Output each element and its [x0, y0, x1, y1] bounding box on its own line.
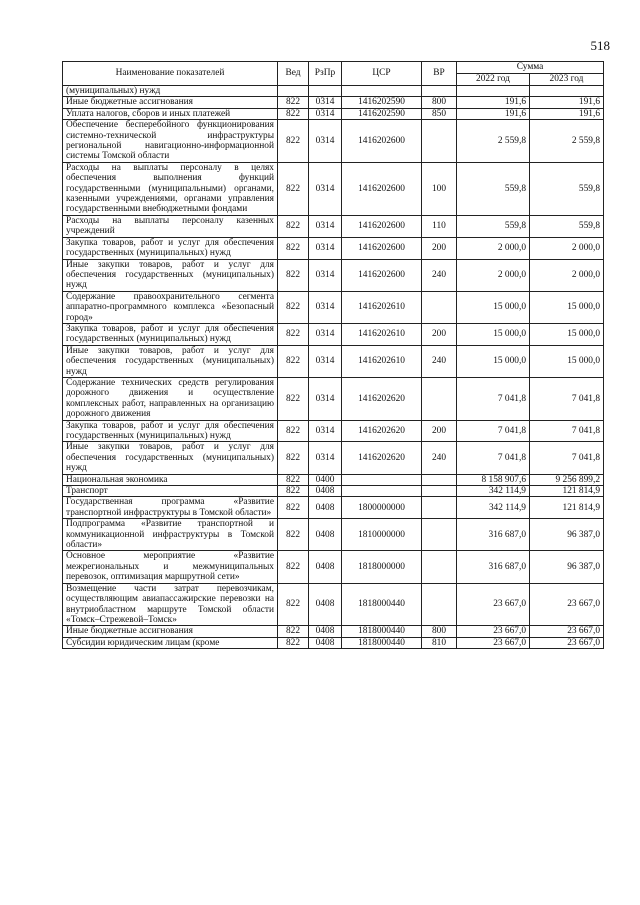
row-csr: 1416202600: [342, 237, 422, 259]
header-2022: 2022 год: [457, 74, 530, 86]
budget-table: [62, 61, 604, 649]
row-rzpr: 0314: [309, 377, 342, 420]
header-name: Наименование показателей: [63, 62, 278, 86]
row-sum-2023: 7 041,8: [530, 420, 604, 442]
row-vr: [422, 583, 457, 626]
row-vr: 240: [422, 259, 457, 291]
row-ved: 822: [278, 583, 309, 626]
row-sum-2023: 191,6: [530, 97, 604, 108]
table-row: [63, 583, 604, 626]
row-sum-2022: [457, 86, 530, 97]
table-row: [63, 345, 604, 377]
table-row: [63, 259, 604, 291]
header-sum: Сумма: [457, 62, 604, 74]
row-ved: 822: [278, 519, 309, 551]
page-number: 518: [590, 38, 610, 53]
row-name: Расходы на выплаты персоналу казенных учреждений: [63, 215, 278, 237]
table-row: [63, 551, 604, 583]
row-vr: [422, 486, 457, 497]
row-name: Подпрограмма «Развитие транспортной и коммуникационной инфраструктуры в Томской области»: [63, 519, 278, 551]
row-ved: 822: [278, 345, 309, 377]
row-sum-2022: 316 687,0: [457, 551, 530, 583]
row-rzpr: 0400: [309, 474, 342, 485]
row-sum-2022: 23 667,0: [457, 626, 530, 637]
row-rzpr: 0314: [309, 120, 342, 163]
row-name: Транспорт: [63, 486, 278, 497]
row-name: Закупка товаров, работ и услуг для обеспечения государственных (муниципальных) нужд: [63, 420, 278, 442]
row-name: Возмещение части затрат перевозчикам, осуществляющим авиапассажирские перевозки на внутриобластном маршруте Томской области «Томск–Стрежевой–Томск»: [63, 583, 278, 626]
row-sum-2023: 2 000,0: [530, 237, 604, 259]
table-row: [63, 120, 604, 163]
table-row: [63, 97, 604, 108]
row-sum-2022: 15 000,0: [457, 345, 530, 377]
row-sum-2023: 191,6: [530, 108, 604, 119]
row-name: Иные бюджетные ассигнования: [63, 97, 278, 108]
row-sum-2023: 23 667,0: [530, 626, 604, 637]
row-rzpr: 0408: [309, 583, 342, 626]
row-rzpr: 0408: [309, 637, 342, 648]
row-sum-2023: [530, 86, 604, 97]
row-ved: 822: [278, 626, 309, 637]
row-name: Субсидии юридическим лицам (кроме: [63, 637, 278, 648]
row-rzpr: 0314: [309, 108, 342, 119]
table-row: [63, 237, 604, 259]
row-csr: 1416202610: [342, 345, 422, 377]
row-sum-2022: 15 000,0: [457, 323, 530, 345]
row-rzpr: [309, 86, 342, 97]
row-sum-2023: 121 814,9: [530, 497, 604, 519]
row-csr: 1800000000: [342, 497, 422, 519]
row-ved: 822: [278, 637, 309, 648]
row-sum-2023: 559,8: [530, 162, 604, 215]
table-row: [63, 474, 604, 485]
row-name: Расходы на выплаты персоналу в целях обеспечения выполнения функций государственными (муниципальными) органами, казенными учреждениями, органами управления государственными внебюджетными фондами: [63, 162, 278, 215]
row-csr: 1416202620: [342, 420, 422, 442]
row-sum-2022: 2 559,8: [457, 120, 530, 163]
row-vr: [422, 497, 457, 519]
row-ved: 822: [278, 162, 309, 215]
row-ved: 822: [278, 474, 309, 485]
row-ved: 822: [278, 323, 309, 345]
row-vr: 200: [422, 323, 457, 345]
table-row: [63, 442, 604, 474]
row-name: Основное мероприятие «Развитие межрегиональных и межмуниципальных перевозок, оптимизация маршрутной сети»: [63, 551, 278, 583]
row-vr: 240: [422, 345, 457, 377]
row-name: Содержание правоохранительного сегмента аппаратно-программного комплекса «Безопасный город»: [63, 291, 278, 323]
row-vr: 800: [422, 626, 457, 637]
row-rzpr: 0314: [309, 237, 342, 259]
row-csr: 1416202600: [342, 120, 422, 163]
row-ved: [278, 86, 309, 97]
row-csr: 1416202620: [342, 442, 422, 474]
row-csr: 1416202590: [342, 97, 422, 108]
row-ved: 822: [278, 497, 309, 519]
row-csr: 1818000440: [342, 637, 422, 648]
row-vr: [422, 291, 457, 323]
row-sum-2023: 15 000,0: [530, 345, 604, 377]
row-rzpr: 0314: [309, 323, 342, 345]
row-rzpr: 0314: [309, 97, 342, 108]
row-name: Иные бюджетные ассигнования: [63, 626, 278, 637]
row-ved: 822: [278, 215, 309, 237]
row-sum-2023: 23 667,0: [530, 583, 604, 626]
row-sum-2022: 191,6: [457, 108, 530, 119]
row-rzpr: 0408: [309, 486, 342, 497]
row-rzpr: 0314: [309, 215, 342, 237]
row-sum-2023: 96 387,0: [530, 551, 604, 583]
row-name: Закупка товаров, работ и услуг для обеспечения государственных (муниципальных) нужд: [63, 323, 278, 345]
row-sum-2022: 559,8: [457, 162, 530, 215]
row-rzpr: 0314: [309, 420, 342, 442]
header-csr: ЦСР: [342, 62, 422, 86]
row-sum-2022: 7 041,8: [457, 442, 530, 474]
row-name: Иные закупки товаров, работ и услуг для обеспечения государственных (муниципальных) нужд: [63, 259, 278, 291]
table-row: [63, 377, 604, 420]
row-vr: 800: [422, 97, 457, 108]
row-sum-2022: 191,6: [457, 97, 530, 108]
table-row: [63, 420, 604, 442]
row-sum-2022: 23 667,0: [457, 637, 530, 648]
row-rzpr: 0408: [309, 626, 342, 637]
table-row: [63, 215, 604, 237]
row-sum-2022: 23 667,0: [457, 583, 530, 626]
row-csr: 1416202610: [342, 323, 422, 345]
header-rzpr: РзПр: [309, 62, 342, 86]
table-row: [63, 291, 604, 323]
row-ved: 822: [278, 108, 309, 119]
row-rzpr: 0314: [309, 162, 342, 215]
table-row: [63, 626, 604, 637]
row-sum-2023: 121 814,9: [530, 486, 604, 497]
row-ved: 822: [278, 420, 309, 442]
row-sum-2023: 2 559,8: [530, 120, 604, 163]
row-vr: [422, 474, 457, 485]
row-name: Закупка товаров, работ и услуг для обеспечения государственных (муниципальных) нужд: [63, 237, 278, 259]
row-vr: [422, 519, 457, 551]
row-name: Государственная программа «Развитие транспортной инфраструктуры в Томской области»: [63, 497, 278, 519]
table-row: [63, 486, 604, 497]
header-ved: Вед: [278, 62, 309, 86]
row-csr: 1416202600: [342, 162, 422, 215]
row-vr: [422, 86, 457, 97]
row-vr: 240: [422, 442, 457, 474]
header-2023: 2023 год: [530, 74, 604, 86]
row-sum-2022: 15 000,0: [457, 291, 530, 323]
row-name: Уплата налогов, сборов и иных платежей: [63, 108, 278, 119]
table-row: [63, 637, 604, 648]
row-csr: [342, 86, 422, 97]
table-body: [63, 86, 604, 649]
row-ved: 822: [278, 551, 309, 583]
row-ved: 822: [278, 97, 309, 108]
row-sum-2022: 2 000,0: [457, 259, 530, 291]
row-sum-2023: 15 000,0: [530, 323, 604, 345]
row-sum-2023: 7 041,8: [530, 377, 604, 420]
table-row: [63, 497, 604, 519]
row-csr: 1416202610: [342, 291, 422, 323]
row-vr: [422, 551, 457, 583]
row-rzpr: 0314: [309, 291, 342, 323]
row-name: Иные закупки товаров, работ и услуг для обеспечения государственных (муниципальных) нужд: [63, 345, 278, 377]
row-vr: [422, 377, 457, 420]
row-name: Содержание технических средств регулирования дорожного движения и осуществление комплексных работ, направленных на организацию дорожного движения: [63, 377, 278, 420]
row-sum-2023: 96 387,0: [530, 519, 604, 551]
table-row: [63, 519, 604, 551]
row-rzpr: 0314: [309, 442, 342, 474]
row-csr: 1416202620: [342, 377, 422, 420]
row-vr: 850: [422, 108, 457, 119]
row-name: Национальная экономика: [63, 474, 278, 485]
table-row: [63, 86, 604, 97]
row-ved: 822: [278, 486, 309, 497]
row-ved: 822: [278, 237, 309, 259]
row-csr: 1416202600: [342, 215, 422, 237]
row-sum-2023: 15 000,0: [530, 291, 604, 323]
row-sum-2022: 8 158 907,6: [457, 474, 530, 485]
row-vr: 810: [422, 637, 457, 648]
row-name: Иные закупки товаров, работ и услуг для обеспечения государственных (муниципальных) нужд: [63, 442, 278, 474]
row-csr: 1416202600: [342, 259, 422, 291]
row-sum-2022: 342 114,9: [457, 497, 530, 519]
row-sum-2023: 7 041,8: [530, 442, 604, 474]
row-csr: 1416202590: [342, 108, 422, 119]
row-rzpr: 0408: [309, 497, 342, 519]
row-sum-2022: 7 041,8: [457, 377, 530, 420]
table-row: [63, 162, 604, 215]
row-ved: 822: [278, 442, 309, 474]
row-csr: 1818000440: [342, 626, 422, 637]
row-ved: 822: [278, 259, 309, 291]
row-sum-2023: 559,8: [530, 215, 604, 237]
row-rzpr: 0314: [309, 259, 342, 291]
row-csr: 1818000440: [342, 583, 422, 626]
row-csr: 1818000000: [342, 551, 422, 583]
row-sum-2023: 23 667,0: [530, 637, 604, 648]
table-header: [63, 62, 604, 86]
row-sum-2023: 2 000,0: [530, 259, 604, 291]
row-vr: 100: [422, 162, 457, 215]
row-ved: 822: [278, 291, 309, 323]
row-name: (муниципальных) нужд: [63, 86, 278, 97]
row-vr: 200: [422, 420, 457, 442]
row-vr: [422, 120, 457, 163]
row-sum-2022: 559,8: [457, 215, 530, 237]
row-ved: 822: [278, 377, 309, 420]
row-rzpr: 0314: [309, 345, 342, 377]
table-row: [63, 323, 604, 345]
row-rzpr: 0408: [309, 551, 342, 583]
row-sum-2022: 2 000,0: [457, 237, 530, 259]
row-sum-2022: 7 041,8: [457, 420, 530, 442]
row-sum-2022: 316 687,0: [457, 519, 530, 551]
table-row: [63, 108, 604, 119]
row-sum-2022: 342 114,9: [457, 486, 530, 497]
row-ved: 822: [278, 120, 309, 163]
row-csr: [342, 474, 422, 485]
row-vr: 200: [422, 237, 457, 259]
row-vr: 110: [422, 215, 457, 237]
row-csr: [342, 486, 422, 497]
row-csr: 1810000000: [342, 519, 422, 551]
row-rzpr: 0408: [309, 519, 342, 551]
row-name: Обеспечение бесперебойного функционирования системно-технической инфраструктуры региональной навигационно-информационной системы Томской области: [63, 120, 278, 163]
header-vr: ВР: [422, 62, 457, 86]
row-sum-2023: 9 256 899,2: [530, 474, 604, 485]
